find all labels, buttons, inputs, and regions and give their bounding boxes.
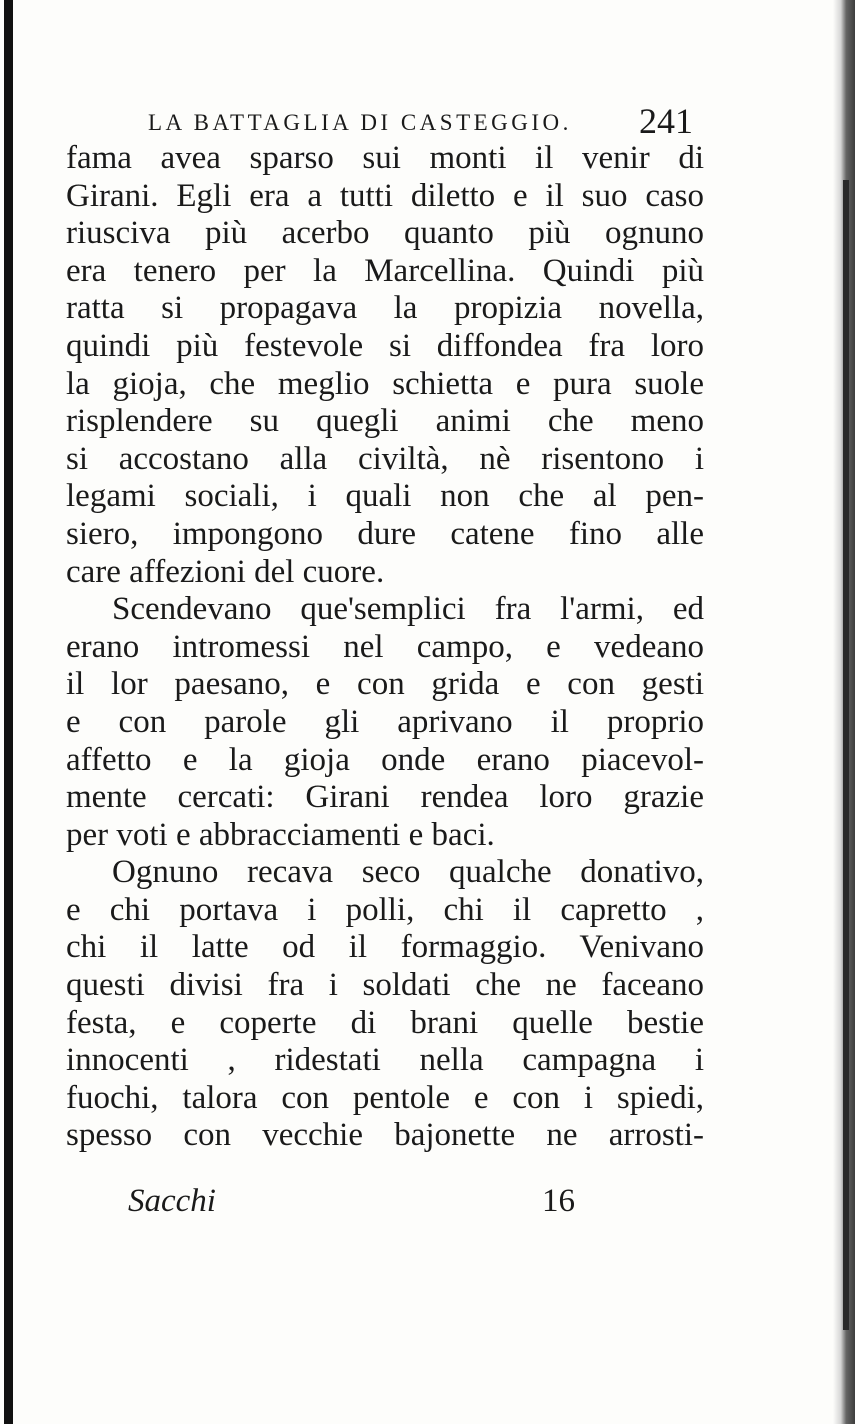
page-header: [148, 101, 693, 141]
binding-edge-left: [4, 0, 13, 1424]
signature-mark: Sacchi: [128, 1183, 216, 1219]
paragraph: [66, 591, 704, 854]
text-line: festa, e coperte di brani quelle bestie: [66, 1004, 704, 1041]
text-line: fuochi, talora con pentole e con i spiedi,: [66, 1079, 704, 1116]
page-number: 241: [639, 101, 693, 141]
paragraph: [66, 854, 704, 1155]
text-line: spesso con vecchie bajonette ne arrosti-: [66, 1117, 704, 1154]
running-title: LA BATTAGLIA DI CASTEGGIO.: [148, 110, 572, 135]
text-line: quindi più festevole si diffondea fra loro: [66, 327, 704, 364]
page-footer: [128, 1183, 588, 1227]
text-line: care affezioni del cuore.: [66, 553, 385, 590]
text-line: fama avea sparso sui monti il venir di: [66, 140, 704, 176]
body-text: [66, 140, 704, 1155]
text-line: questi divisi fra i soldati che ne faceano: [66, 967, 704, 1004]
text-line: Girani. Egli era a tutti diletto e il suo caso: [66, 177, 704, 214]
text-line: Ognuno recava seco qualche donativo,: [112, 854, 704, 891]
signature-number: 16: [542, 1183, 575, 1219]
text-line: per voti e abbracciamenti e baci.: [66, 816, 495, 853]
text-line: innocenti , ridestati nella campagna i: [66, 1042, 704, 1079]
text-line: e chi portava i polli, chi il capretto ,: [66, 891, 704, 928]
text-line: Scendevano que'semplici fra l'armi, ed: [112, 591, 704, 628]
text-line: e con parole gli aprivano il proprio: [66, 703, 704, 740]
text-line: erano intromessi nel campo, e vedeano: [66, 628, 704, 665]
text-line: affetto e la gioja onde erano piacevol-: [66, 741, 704, 778]
text-line: mente cercati: Girani rendea loro grazie: [66, 779, 704, 816]
text-line: risplendere su quegli animi che meno: [66, 403, 704, 440]
text-line: il lor paesano, e con grida e con gesti: [66, 666, 704, 703]
text-line: riusciva più acerbo quanto più ognuno: [66, 215, 704, 252]
text-line: chi il latte od il formaggio. Venivano: [66, 929, 704, 966]
text-line: ratta si propagava la propizia novella,: [66, 290, 704, 327]
text-line: siero, impongono dure catene fino alle: [66, 515, 704, 552]
binding-shadow-right: [843, 180, 849, 1330]
text-line: si accostano alla civiltà, nè risentono i: [66, 440, 704, 477]
paragraph: [66, 140, 704, 591]
text-line: legami sociali, i quali non che al pen-: [66, 478, 704, 515]
text-line: la gioja, che meglio schietta e pura suole: [66, 365, 704, 402]
text-line: era tenero per la Marcellina. Quindi più: [66, 252, 704, 289]
